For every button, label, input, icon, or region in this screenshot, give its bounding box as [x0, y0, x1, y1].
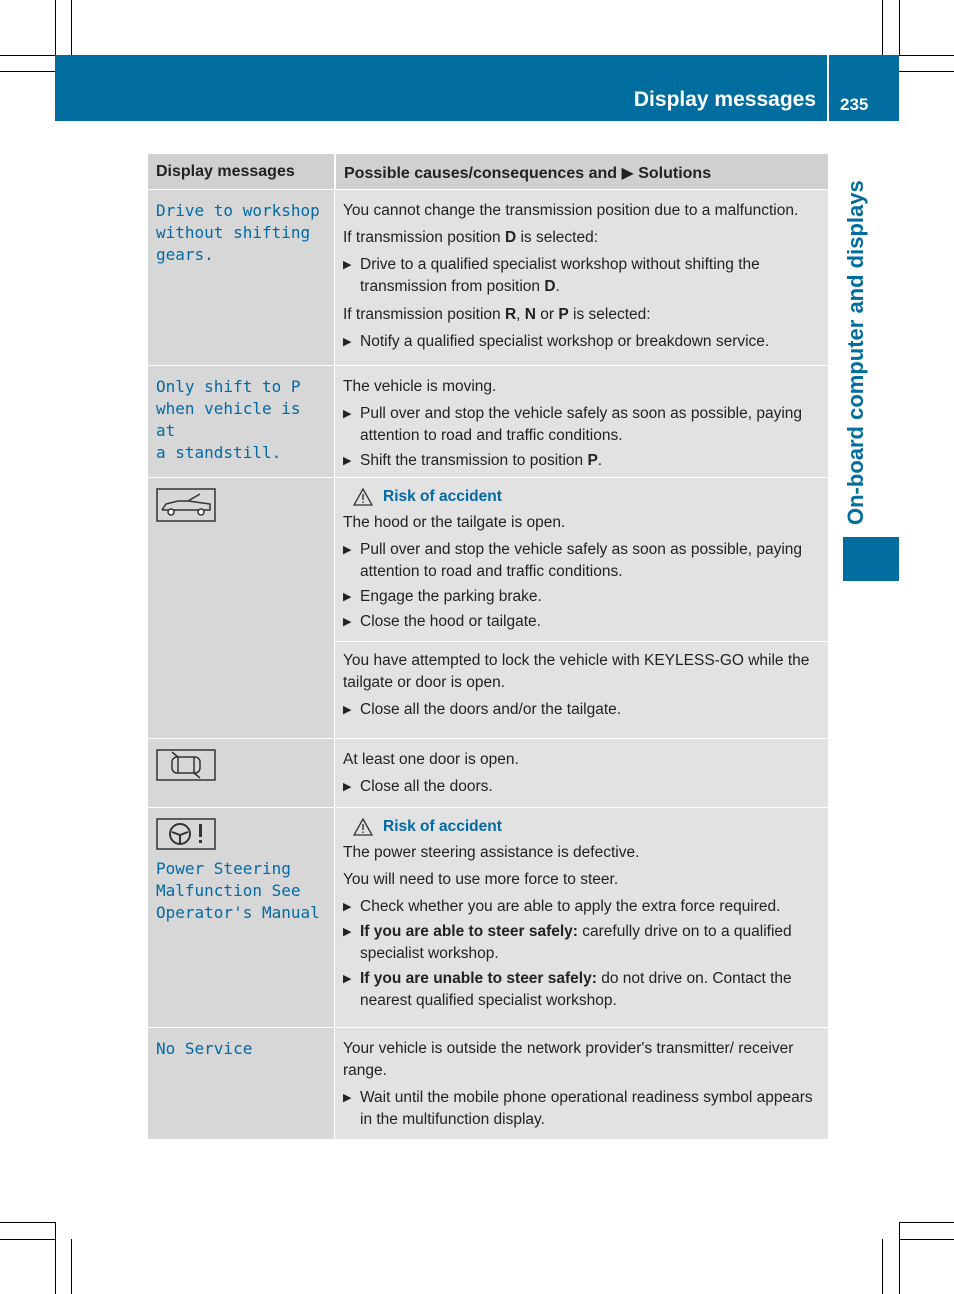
solution-step: ▶ Engage the parking brake.	[343, 586, 820, 608]
table-row	[148, 738, 828, 807]
cause-text: At least one door is open.	[343, 751, 519, 768]
page-title: Display messages	[633, 88, 816, 111]
cause-text: The power steering assistance is defective.	[343, 844, 640, 861]
crop-mark	[0, 1222, 55, 1223]
sub-section	[335, 641, 828, 721]
solution-step: ▶ Close all the doors.	[343, 776, 820, 798]
crop-mark	[882, 0, 883, 55]
crop-mark	[0, 55, 55, 56]
solution-step: ▶ Notify a qualified specialist workshop or breakdown service.	[343, 331, 820, 353]
condition-text: If transmission position R, N or P is selected:	[343, 306, 651, 323]
crop-mark	[0, 1239, 55, 1240]
warning-heading: Risk of accident	[353, 488, 820, 506]
cause-text: The vehicle is moving.	[343, 378, 497, 395]
side-section-title: On-board computer and displays	[843, 180, 868, 525]
crop-mark	[899, 55, 954, 56]
crop-mark	[899, 71, 954, 72]
crop-mark	[899, 1222, 954, 1223]
message-text: Power Steering Malfunction See Operator's Manual	[156, 859, 320, 922]
table-row	[148, 189, 828, 365]
table-row	[148, 477, 828, 738]
crop-mark	[882, 1239, 883, 1294]
hood-tailgate-open-icon	[156, 488, 216, 522]
table-row	[148, 365, 828, 477]
page-number: 235	[840, 95, 869, 114]
side-tab-marker	[843, 537, 899, 581]
crop-mark	[0, 71, 55, 72]
solution-step: ▶ Close the hood or tailgate.	[343, 611, 820, 633]
solution-step: ▶ Shift the transmission to position P.	[343, 450, 820, 472]
cause-text: The hood or the tailgate is open.	[343, 514, 566, 531]
warning-heading: Risk of accident	[353, 818, 820, 836]
display-messages-table	[148, 154, 828, 1139]
warning-triangle-icon	[353, 818, 373, 836]
message-text: No Service	[156, 1039, 253, 1058]
cause-text: You cannot change the transmission position due to a malfunction.	[343, 202, 799, 219]
crop-mark	[899, 1222, 900, 1294]
solution-step: ▶ If you are able to steer safely: carefully drive on to a qualified specialist workshop.	[343, 921, 820, 965]
column-header-messages: Display messages	[156, 163, 295, 180]
warning-triangle-icon	[353, 488, 373, 506]
message-text: Only shift to P when vehicle is at a standstill.	[156, 377, 301, 462]
cause-text: Your vehicle is outside the network provider's transmitter/ receiver range.	[343, 1040, 794, 1079]
crop-mark	[55, 1222, 56, 1294]
column-header-solutions: Possible causes/consequences and ▶ Solutions	[334, 154, 828, 189]
crop-mark	[899, 1239, 954, 1240]
solution-step: ▶ Pull over and stop the vehicle safely as soon as possible, paying attention to road and traffic conditions.	[343, 539, 820, 583]
solution-step: ▶ Drive to a qualified specialist workshop without shifting the transmission from position D.	[343, 254, 820, 298]
crop-mark	[71, 0, 72, 55]
table-row	[148, 807, 828, 1027]
door-open-icon	[156, 749, 216, 781]
crop-mark	[55, 0, 56, 55]
solution-step: ▶ If you are unable to steer safely: do not drive on. Contact the nearest qualified specialist workshop.	[343, 968, 820, 1012]
message-text: Drive to workshop without shifting gears.	[156, 201, 320, 264]
solution-step: ▶ Close all the doors and/or the tailgate.	[343, 699, 820, 721]
cause-text: You have attempted to lock the vehicle with KEYLESS-GO while the tailgate or door is open.	[343, 652, 810, 691]
solution-step: ▶ Wait until the mobile phone operational readiness symbol appears in the multifunction display.	[343, 1087, 820, 1131]
table-header	[148, 154, 828, 189]
solution-step: ▶ Check whether you are able to apply the extra force required.	[343, 896, 820, 918]
condition-text: If transmission position D is selected:	[343, 229, 599, 246]
table-row	[148, 1027, 828, 1139]
crop-mark	[71, 1239, 72, 1294]
solution-step: ▶ Pull over and stop the vehicle safely as soon as possible, paying attention to road and traffic conditions.	[343, 403, 820, 447]
crop-mark	[899, 0, 900, 55]
header-divider	[827, 55, 829, 121]
cause-text: You will need to use more force to steer.	[343, 871, 619, 888]
steering-warning-icon	[156, 818, 216, 850]
